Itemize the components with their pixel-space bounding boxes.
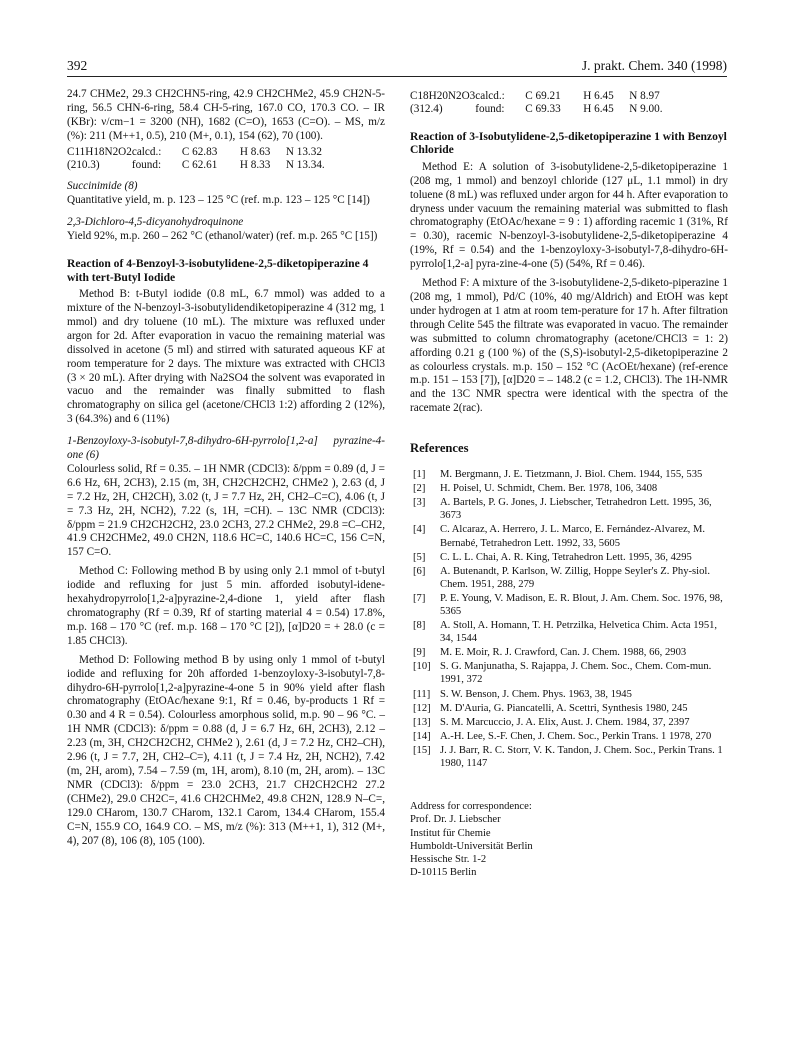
reference-number: [5] <box>413 551 426 563</box>
reference-item <box>410 716 728 729</box>
journal-citation: J. prakt. Chem. 340 (1998) <box>581 58 727 73</box>
elemental-analysis-2 <box>410 90 728 117</box>
reference-text: S. W. Benson, J. Chem. Phys. 1963, 38, 1945 <box>440 688 632 700</box>
address-line: Hessische Str. 1-2 <box>410 853 487 865</box>
reference-number: [10] <box>413 661 431 673</box>
analysis-mass: (210.3) <box>67 159 100 172</box>
reference-number: [7] <box>413 592 426 604</box>
reference-text: S. M. Marcuccio, J. A. Elix, Aust. J. Chem. 1984, 37, 2397 <box>440 716 690 728</box>
analysis-calcd-n: N 13.32 <box>285 145 322 158</box>
analysis-found-n: N 9.00. <box>629 103 663 116</box>
analysis-formula: C11H18N2O2 <box>67 145 132 158</box>
reference-text: M. Bergmann, J. E. Tietzmann, J. Biol. Chem. 1944, 155, 535 <box>440 469 703 481</box>
analysis-found-label: found: <box>131 159 162 172</box>
method-b-paragraph: Method B: t-Butyl iodide (0.8 mL, 6.7 mmol) was added to a mixture of the N-benzoyl-3-isobutylidendiketopiperazine 4 (312 mg, 1 mmol) and dry toluene (10 mL). The mixture was refluxed under argon for 2d. After evaporation in vacuo the remaining material was dissolved in acetone (5 ml) and stirred with saturated aqueous KF at room temperature for 2 days. The mixture was extracted with CHCl3 (3 × 20 mL). After drying with Na2SO4 the solvent was evaporated in vacuo and the remainder was finally submitted to flash chromatography on silica gel (acetone/CHCl3 1:2) affording 2 (12%), 3 (64.3%) and 6 (11%) <box>67 288 385 426</box>
reference-text: C. Alcaraz, A. Herrero, J. L. Marco, E. Fernández-Alvarez, M. Bernabé, Tetrahedron Lett. 1992, 33, 5605 <box>440 524 706 549</box>
reference-text: C. L. L. Chai, A. R. King, Tetrahedron Lett. 1995, 36, 4295 <box>440 551 692 563</box>
analysis-calcd-label: calcd.: <box>475 90 505 102</box>
section-heading-tert-butyl: Reaction of 4-Benzoyl-3-isobutylidene-2,5-diketopiperazine 4 with tert-Butyl Iodide <box>67 257 369 284</box>
left-column <box>67 88 385 848</box>
reference-item <box>410 468 728 481</box>
succinimide-text: Quantitative yield, m. p. 123 – 125 °C (ref. m.p. 123 – 125 °C [14]) <box>67 194 370 207</box>
reference-text: M. E. Moir, R. J. Crawford, Can. J. Chem. 1988, 66, 2903 <box>440 647 687 659</box>
reference-number: [2] <box>413 483 426 495</box>
method-e-paragraph: Method E: A solution of 3-isobutylidene-2,5-diketopiperazine 1 (208 mg, 1 mmol) and benzoyl chloride (127 μL, 1.1 mmol) in dry toluene (8 mL) was refluxed under argon for 44 h. After evaporation to dryness under vacuum the remaining material was submitted to flash chromatography (EtOAc/hexane = 9 : 1) affording racemic 1 (31%, Rf = 0.30), racemic N-benzoyl-3-isobutylidene-2,5-diketopiperazine 4 (19%, Rf = 0.54) and the 1-benzoyloxy-3-isobutyl-7,8-dihydro-6H-pyrrolo[1,2-a] pyra-zine-4-one (5) (54%, Rf = 0.46). <box>410 160 728 271</box>
reference-text: A. Butenandt, P. Karlson, W. Zillig, Hoppe Seyler's Z. Phy-siol. Chem. 1951, 288, 279 <box>440 565 710 590</box>
reference-text: J. J. Barr, R. C. Storr, V. K. Tandon, J. Chem. Soc., Perkin Trans. 1 1980, 1147 <box>440 744 723 769</box>
reference-number: [3] <box>413 497 426 509</box>
section-heading-benzoyl-chloride: Reaction of 3-Isobutylidene-2,5-diketopiperazine 1 with Benzoyl Chloride <box>410 129 727 157</box>
analysis-calcd-c: C 69.21 <box>525 90 561 102</box>
method-c-paragraph: Method C: Following method B by using only 2.1 mmol of t-butyl iodide and refluxing for just 5 min. afforded isobutyl-idene-hexahydropyrrolo[1,2-a]pyrazine-2,4-dione 1, yield after flash chromatography (Rf = 0.39, Rf of starting material 4 = 0.54) 17.8%, m.p. 168 – 170 °C (ref. m.p. 168 – 170 °C [2]), [α]D20 = + 28.0 (c = 1.85 CHCl3). <box>67 565 385 647</box>
reference-item <box>410 592 728 618</box>
right-column <box>410 88 728 879</box>
compound-6-text: Colourless solid, Rf = 0.35. – 1H NMR (CDCl3): δ/ppm = 0.89 (d, J = 6.6 Hz, 6H, 2CH3), 2.15 (m, 3H, CH2CH2CH2, CHMe2 ), 2.63 (d, J = 7.2 Hz, 2H, CH2CH), 3.02 (t, J = 7.7 Hz, 2H, CH2–C=C), 4.06 (t, J = 7.3 Hz, 2H, NCH2), 7.22 (s, 1H, =CH). – 13C NMR (CDCl3): δ/ppm = 21.9 CH2CH2CH2, 23.0 2CH3, 27.2 CHMe2, 29.8 =C–CH2, 41.9 CH2CHMe2, 49.0 CH2N, 118.6 HC=C, 140.6 HC=C, 156 C=N, 157 C=O. <box>67 462 385 559</box>
reference-item <box>410 619 728 645</box>
address-line: Institut für Chemie <box>410 827 491 839</box>
reference-text: A.-H. Lee, S.-F. Chen, J. Chem. Soc., Perkin Trans. 1 1978, 270 <box>440 730 712 742</box>
reference-item <box>410 523 728 549</box>
reference-text: A. Stoll, A. Homann, T. H. Petrzilka, Helvetica Chim. Acta 1951, 34, 1544 <box>440 620 718 645</box>
reference-number: [14] <box>413 730 431 742</box>
page-header <box>67 58 727 77</box>
address-line: D-10115 Berlin <box>410 867 477 879</box>
reference-number: [9] <box>413 647 426 659</box>
analysis-found-c: C 62.61 <box>181 159 218 172</box>
references-heading: References <box>410 441 469 456</box>
reference-number: [12] <box>413 702 431 714</box>
analysis-formula: C18H20N2O3 <box>410 90 476 102</box>
reference-item <box>410 496 728 522</box>
correspondence-address <box>410 800 728 879</box>
reference-number: [13] <box>413 716 431 728</box>
reference-text: P. E. Young, V. Madison, E. R. Blout, J. Am. Chem. Soc. 1976, 98, 5365 <box>440 592 723 617</box>
succinimide-title: Succinimide (8) <box>67 180 138 193</box>
analysis-mass: (312.4) <box>410 103 443 116</box>
ddq-title: 2,3-Dichloro-4,5-dicyanohydroquinone <box>67 216 244 229</box>
analysis-calcd-c: C 62.83 <box>181 145 218 158</box>
reference-text: S. G. Manjunatha, S. Rajappa, J. Chem. Soc., Chem. Com-mun. 1991, 372 <box>440 661 712 686</box>
method-d-paragraph: Method D: Following method B by using only 1 mmol of t-butyl iodide and refluxing for 20h afforded 1-benzoyloxy-3-isobutyl-7,8-dihydro-6H-pyrrolo[1,2-a]pyrazine-4-one 5 in 90% yield after flash chromatography (EtOAc/hexane 9:1, Rf = 0.46, by-products 1 Rf = 0.30 and 4 R = 0.54). Colourless amorphous solid, m.p. 90 – 96 °C. – 1H NMR (CDCl3): δ/ppm = 0.88 (d, J = 6.7 Hz, 6H, 2CH3), 2.12 – 2.23 (m, 3H, CH2CH2CH2, CHMe2 ), 2.61 (d, J = 7.2 Hz, CH2–CH), 2.96 (t, J = 7.7, 2H, CH2–C=), 4.11 (t, J = 7.4 Hz, 2H, NCH2), 7.42 (m, 2H, arom), 7.54 – 7.59 (m, 1H, arom), 8.10 (m, 2H, arom). – 13C NMR (CDCl3): δ/ppm = 23.0 2CH3, 21.7 CH2CH2CH2 27.2 (CHMe2), 29.0 CH2C=, 41.6 CH2CHMe2, 49.8 CH2N, 128.9 N–C=, 129.0 CHarom, 130.7 CHarom, 132.1 Carom, 134.4 CHarom, 155.4 C=N, 155.9 CO, 164.9 CO. – MS, m/z (%): 313 (M++1, 1), 312 (M+, 4), 207 (8), 106 (8), 105 (100). <box>67 653 385 847</box>
address-line: Prof. Dr. J. Liebscher <box>410 814 501 826</box>
reference-number: [11] <box>413 688 431 700</box>
compound-6-title: 1-Benzoyloxy-3-isobutyl-7,8-dihydro-6H-pyrrolo[1,2-a] pyrazine-4-one (6) <box>67 435 385 462</box>
analysis-found-h: H 6.45 <box>583 103 614 116</box>
analysis-found-label: found: <box>475 103 505 116</box>
reference-number: [15] <box>413 744 431 756</box>
reference-item <box>410 730 728 743</box>
reference-item <box>410 646 728 659</box>
analysis-calcd-n: N 8.97 <box>629 90 660 102</box>
reference-number: [8] <box>413 620 426 632</box>
analysis-calcd-label: calcd.: <box>131 145 162 158</box>
references-list <box>410 468 728 770</box>
nmr-continuation-paragraph: 24.7 CHMe2, 29.3 CH2CHN5-ring, 42.9 CH2CHMe2, 45.9 CH2N-5-ring, 56.5 CHN-6-ring, 58.4 CH-5-ring, 167.0 CO, 170.3 CO. – IR (KBr): ν/cm−1 = 3200 (NH), 1682 (C=O), 1653 (C=O). – MS, m/z (%): 211 (M++1, 0.5), 210 (M+, 0.1), 154 (62), 70 (100). <box>67 88 385 142</box>
ddq-text: Yield 92%, m.p. 260 – 262 °C (ethanol/water) (ref. m.p. 265 °C [15]) <box>67 230 378 243</box>
reference-text: A. Bartels, P. G. Jones, J. Liebscher, Tetrahedron Lett. 1995, 36, 3673 <box>440 497 712 522</box>
reference-item <box>410 744 728 770</box>
reference-item <box>410 565 728 591</box>
analysis-calcd-h: H 8.63 <box>239 145 271 158</box>
reference-text: H. Poisel, U. Schmidt, Chem. Ber. 1978, 106, 3408 <box>440 483 658 495</box>
analysis-found-n: N 13.34. <box>285 159 325 172</box>
analysis-found-c: C 69.33 <box>525 103 561 116</box>
reference-item <box>410 702 728 715</box>
address-line: Address for correspondence: <box>410 801 532 813</box>
page-number: 392 <box>67 58 88 73</box>
elemental-analysis-1 <box>67 146 385 173</box>
address-line: Humboldt-Universität Berlin <box>410 840 533 852</box>
reference-text: M. D'Auria, G. Piancatelli, A. Scettri, Synthesis 1980, 245 <box>440 702 688 714</box>
method-f-paragraph: Method F: A mixture of the 3-isobutylidene-2,5-diketo-piperazine 1 (208 mg, 1 mmol), Pd/C (10%, 40 mg/Aldrich) and EtOH was kept under hydrogen at 1 atm at room tem-perature for 17 h. After filtration through Celite 545 the filtrate was evaporated in vacuo. The remainder was submitted to column chromatography (acetone/CHCl3 = 1: 2) affording 0.21 g (100 %) of the (S,S)-isobutyl-2,5-diketopiperazine 2 as colourless crystals. m.p. 150 – 152 °C (AcOEt/hexane) (ref-erence m.p. 151 – 153 [7]), [α]D20 = – 148.2 (c = 1.2, CHCl3). The 1H-NMR and the 13C NMR spectra were identical with the spectra of the racemate 2(rac). <box>410 277 728 415</box>
reference-item <box>410 688 728 701</box>
reference-number: [1] <box>413 469 426 481</box>
reference-number: [6] <box>413 565 426 577</box>
reference-number: [4] <box>413 524 426 536</box>
analysis-calcd-h: H 6.45 <box>583 90 614 102</box>
reference-item <box>410 482 728 495</box>
reference-item <box>410 551 728 564</box>
reference-item <box>410 660 728 686</box>
analysis-found-h: H 8.33 <box>239 159 271 172</box>
